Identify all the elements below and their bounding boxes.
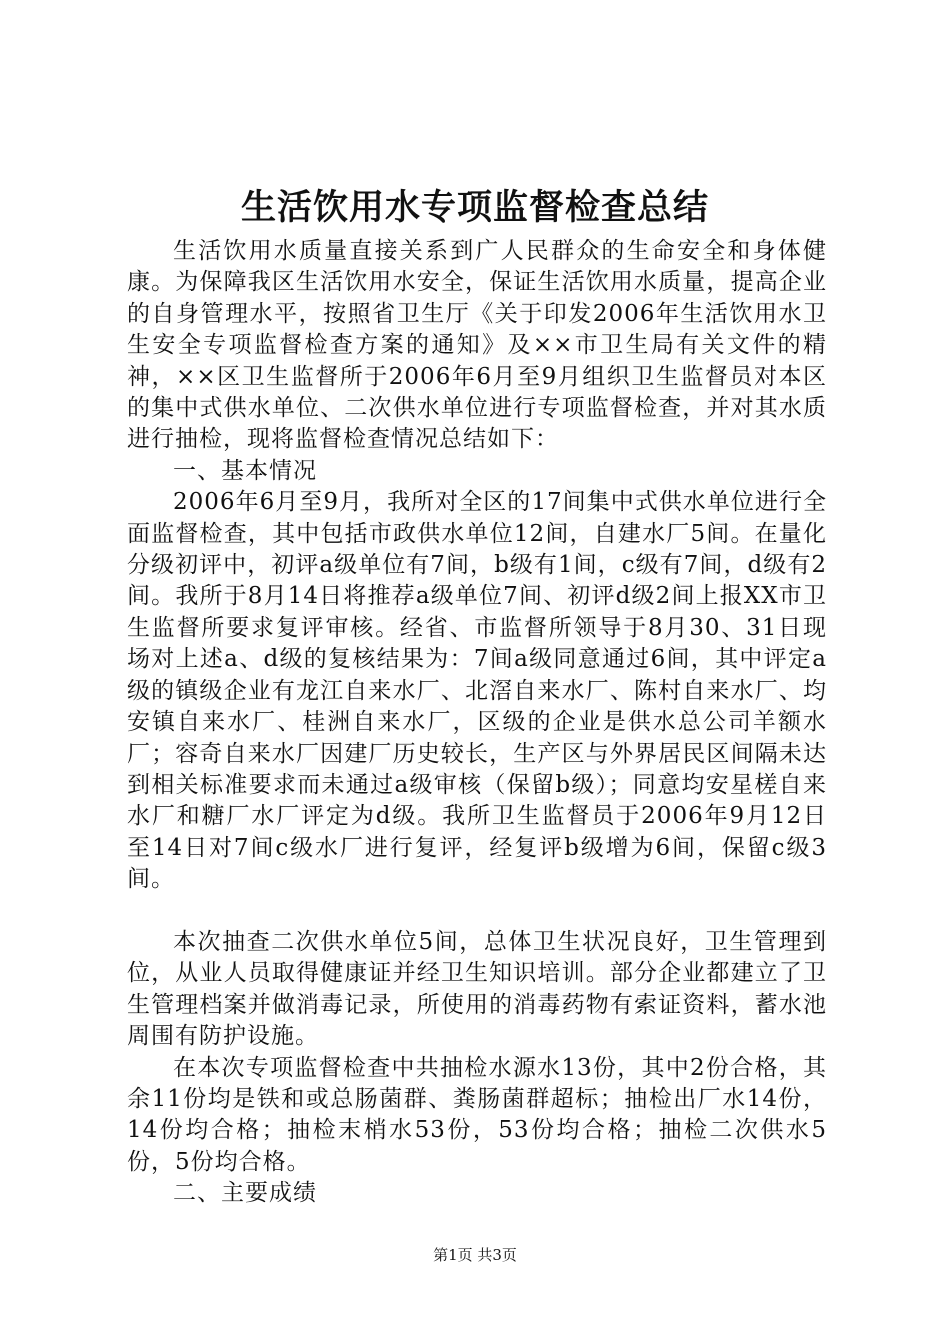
paragraph-spacer xyxy=(127,896,827,927)
secondary-supply-paragraph: 本次抽查二次供水单位5间，总体卫生状况良好，卫生管理到位，从业人员取得健康证并经卫生知识培训。部分企业都建立了卫生管理档案并做消毒记录，所使用的消毒药物有索证资料，蓄水池周围有防护设施。 xyxy=(127,928,827,1050)
document-title: 生活饮用水专项监督检查总结 xyxy=(240,187,709,228)
section-heading-basic-situation: 一、基本情况 xyxy=(173,457,317,484)
document-body xyxy=(127,236,827,1210)
sampling-results-paragraph: 在本次专项监督检查中共抽检水源水13份，其中2份合格，其余11份均是铁和或总肠菌群、粪肠菌群超标；抽检出厂水14份，14份均合格；抽检末梢水53份，53份均合格；抽检二次供水5份，5份均合格。 xyxy=(127,1054,827,1175)
page-footer: 第1页 共3页 xyxy=(433,1246,517,1264)
basic-situation-paragraph: 2006年6月至9月，我所对全区的17间集中式供水单位进行全面监督检查，其中包括市政供水单位12间，自建水厂5间。在量化分级初评中，初评a级单位有7间，b级有1间，c级有7间，d级有2间。我所于8月14日将推荐a级单位7间、初评d级2间上报XX市卫生监督所要求复评审核。经省、市监督所领导于8月30、31日现场对上述a、d级的复核结果为：7间a级同意通过6间，其中评定a级的镇级企业有龙江自来水厂、北滘自来水厂、陈村自来水厂、均安镇自来水厂、桂洲自来水厂，区级的企业是供水总公司羊额水厂；容奇自来水厂因建厂历史较长，生产区与外界居民区间隔未达到相关标准要求而未通过a级审核（保留b级）；同意均安星槎自来水厂和糖厂水厂评定为d级。我所卫生监督员于2006年9月12日至14日对7间c级水厂进行复评，经复评b级增为6间，保留c级3间。 xyxy=(127,489,827,893)
intro-paragraph: 生活饮用水质量直接关系到广人民群众的生命安全和身体健康。为保障我区生活饮用水安全，保证生活饮用水质量，提高企业的自身管理水平，按照省卫生厅《关于印发2006年生活饮用水卫生安全专项监督检查方案的通知》及××市卫生局有关文件的精神，××区卫生监督所于2006年6月至9月组织卫生监督员对本区的集中式供水单位、二次供水单位进行专项监督检查，并对其水质进行抽检，现将监督检查情况总结如下： xyxy=(127,238,827,453)
section-heading-main-achievements: 二、主要成绩 xyxy=(173,1180,317,1207)
